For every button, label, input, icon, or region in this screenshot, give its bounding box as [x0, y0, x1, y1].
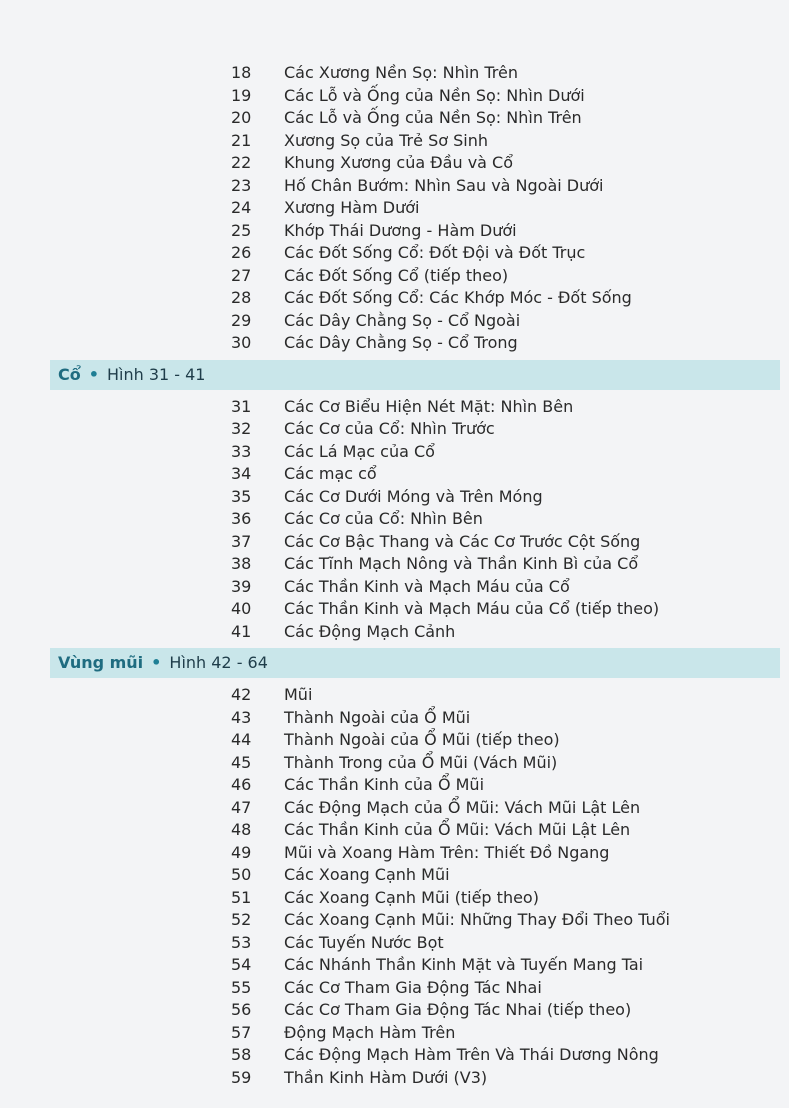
figure-title: Các Dây Chằng Sọ - Cổ Trong: [284, 333, 518, 352]
figure-title: Các Thần Kinh của Ổ Mũi: [284, 775, 485, 794]
figure-number: 20: [231, 108, 252, 127]
toc-entry: [0, 130, 789, 153]
toc-entry: [0, 287, 789, 310]
toc-entry: [0, 1067, 789, 1090]
section-header-line: [58, 360, 205, 390]
figure-title: Các Đốt Sống Cổ: Đốt Đội và Đốt Trục: [284, 243, 586, 262]
toc-entry: [0, 396, 789, 419]
figure-title: Các Cơ Tham Gia Động Tác Nhai: [284, 977, 542, 997]
figure-title: Mũi và Xoang Hàm Trên: Thiết Đồ Ngang: [284, 842, 610, 862]
toc-entry: [0, 265, 789, 288]
figure-number: 57: [231, 1022, 252, 1042]
toc-entry: [0, 932, 789, 955]
figure-title: Khung Xương của Đầu và Cổ: [284, 153, 514, 172]
figure-title: Các Đốt Sống Cổ: Các Khớp Móc - Đốt Sống: [284, 288, 632, 307]
toc-entry: [0, 576, 789, 599]
figure-number: 49: [231, 842, 252, 862]
figure-title: Các Lỗ và Ống của Nền Sọ: Nhìn Trên: [284, 108, 582, 127]
toc-entry: [0, 864, 789, 887]
figure-title: Thành Ngoài của Ổ Mũi: [284, 707, 471, 727]
figure-number: 26: [231, 243, 252, 262]
section-header: [50, 648, 780, 678]
toc-entry: [0, 220, 789, 243]
figure-title: Các Động Mạch của Ổ Mũi: Vách Mũi Lật Lên: [284, 797, 641, 817]
figure-number: 24: [231, 198, 252, 217]
toc-entry: [0, 999, 789, 1022]
figure-number: 53: [231, 932, 252, 952]
figure-title: Các Thần Kinh và Mạch Máu của Cổ (tiếp theo): [284, 599, 660, 618]
figure-title: Các Cơ Bậc Thang và Các Cơ Trước Cột Sống: [284, 531, 641, 551]
figure-number: 44: [231, 730, 252, 749]
figure-title: Động Mạch Hàm Trên: [284, 1022, 456, 1042]
figure-number: 29: [231, 310, 252, 330]
figure-title: Hố Chân Bướm: Nhìn Sau và Ngoài Dưới: [284, 175, 604, 195]
figure-title: Các Cơ Dưới Móng và Trên Móng: [284, 486, 543, 506]
figure-title: Thành Ngoài của Ổ Mũi (tiếp theo): [284, 730, 560, 749]
figure-title: Các Thần Kinh của Ổ Mũi: Vách Mũi Lật Lên: [284, 820, 631, 839]
figure-title: Các Cơ Tham Gia Động Tác Nhai (tiếp theo): [284, 1000, 632, 1019]
toc-entry: [0, 797, 789, 820]
figure-number: 33: [231, 441, 252, 461]
toc-entry: [0, 332, 789, 355]
figure-number: 55: [231, 977, 252, 997]
figure-number: 42: [231, 685, 252, 704]
figure-title: Xương Sọ của Trẻ Sơ Sinh: [284, 130, 488, 150]
figure-number: 46: [231, 775, 252, 794]
figure-number: 28: [231, 288, 252, 307]
toc-entry: [0, 684, 789, 707]
toc-entry: [0, 752, 789, 775]
figure-title: Các Động Mạch Cảnh: [284, 621, 456, 641]
section-bullet: •: [151, 653, 162, 672]
figure-number: 50: [231, 865, 252, 884]
section-bullet: •: [88, 364, 99, 384]
figure-number: 19: [231, 85, 252, 105]
figure-title: Các Xoang Cạnh Mũi: Những Thay Đổi Theo Tuổi: [284, 910, 670, 929]
figure-title: Các Xương Nền Sọ: Nhìn Trên: [284, 63, 519, 82]
figure-title: Các Thần Kinh và Mạch Máu của Cổ: [284, 576, 570, 596]
figure-title: Các Lá Mạc của Cổ: [284, 441, 435, 461]
toc-entry: [0, 1044, 789, 1067]
figure-number: 21: [231, 130, 252, 150]
section-figure-range: Hình 31 - 41: [106, 364, 206, 384]
figure-title: Các Lỗ và Ống của Nền Sọ: Nhìn Dưới: [284, 85, 585, 105]
figure-number: 31: [231, 396, 252, 416]
toc-entry: [0, 954, 789, 977]
toc-entry: [0, 441, 789, 464]
figure-number: 35: [231, 486, 252, 506]
toc-entry: [0, 463, 789, 486]
section-figure-range: Hình 42 - 64: [169, 653, 268, 672]
figure-title: Các Xoang Cạnh Mũi: [284, 865, 450, 884]
toc-entry: [0, 418, 789, 441]
toc-entry: [0, 486, 789, 509]
figure-title: Các Xoang Cạnh Mũi (tiếp theo): [284, 887, 539, 907]
toc-entry: [0, 107, 789, 130]
toc-entry: [0, 62, 789, 85]
toc-entry: [0, 729, 789, 752]
toc-entry: [0, 1022, 789, 1045]
figure-title: Các Nhánh Thần Kinh Mặt và Tuyến Mang Tai: [284, 955, 644, 974]
toc-entry: [0, 977, 789, 1000]
figure-title: Xương Hàm Dưới: [284, 198, 420, 217]
section-name: Vùng mũi: [58, 653, 144, 672]
figure-number: 47: [231, 797, 252, 817]
toc-entry: [0, 819, 789, 842]
figure-number: 37: [231, 531, 252, 551]
toc-entry: [0, 842, 789, 865]
figure-title: Các Cơ của Cổ: Nhìn Bên: [284, 509, 483, 528]
toc-entry: [0, 508, 789, 531]
figure-number: 51: [231, 887, 252, 907]
figure-title: Các Động Mạch Hàm Trên Và Thái Dương Nông: [284, 1045, 659, 1064]
figure-number: 40: [231, 599, 252, 618]
figure-number: 30: [231, 333, 252, 352]
toc-entry: [0, 197, 789, 220]
figure-number: 58: [231, 1045, 252, 1064]
toc-entry: [0, 553, 789, 576]
section-name: Cổ: [58, 364, 81, 384]
section-header-line: [58, 648, 268, 678]
figure-title: Các Đốt Sống Cổ (tiếp theo): [284, 265, 509, 285]
figure-title: Mũi: [284, 685, 313, 704]
figure-number: 22: [231, 153, 252, 172]
figure-number: 34: [231, 464, 252, 483]
toc-entry: [0, 598, 789, 621]
figure-title: Các Dây Chằng Sọ - Cổ Ngoài: [284, 310, 521, 330]
toc-entry: [0, 242, 789, 265]
figure-number: 25: [231, 220, 252, 240]
figure-title: Các Tuyến Nước Bọt: [284, 932, 444, 952]
figure-number: 52: [231, 910, 252, 929]
figure-number: 18: [231, 63, 252, 82]
figure-number: 45: [231, 752, 252, 772]
figure-title: Thần Kinh Hàm Dưới (V3): [284, 1067, 488, 1087]
figure-number: 43: [231, 707, 252, 727]
figure-number: 23: [231, 175, 252, 195]
toc-entry: [0, 175, 789, 198]
toc-entry: [0, 621, 789, 644]
figure-title: Khớp Thái Dương - Hàm Dưới: [284, 220, 517, 240]
figure-number: 41: [231, 621, 252, 641]
section-header: [50, 360, 780, 390]
figure-title: Các mạc cổ: [284, 464, 377, 483]
toc-entry: [0, 152, 789, 175]
figure-number: 59: [231, 1067, 252, 1087]
figure-title: Các Cơ của Cổ: Nhìn Trước: [284, 419, 495, 438]
figure-title: Thành Trong của Ổ Mũi (Vách Mũi): [284, 752, 558, 772]
figure-number: 56: [231, 1000, 252, 1019]
figure-number: 54: [231, 955, 252, 974]
toc-entry: [0, 887, 789, 910]
toc-entry: [0, 774, 789, 797]
toc-entry: [0, 310, 789, 333]
figure-title: Các Cơ Biểu Hiện Nét Mặt: Nhìn Bên: [284, 396, 574, 416]
toc-entry: [0, 531, 789, 554]
toc-entry: [0, 707, 789, 730]
figure-number: 39: [231, 576, 252, 596]
figure-number: 27: [231, 265, 252, 285]
figure-title: Các Tĩnh Mạch Nông và Thần Kinh Bì của Cổ: [284, 554, 639, 573]
toc-entry: [0, 85, 789, 108]
figure-number: 36: [231, 509, 252, 528]
toc-entry: [0, 909, 789, 932]
figure-number: 48: [231, 820, 252, 839]
figure-number: 32: [231, 419, 252, 438]
figure-number: 38: [231, 554, 252, 573]
